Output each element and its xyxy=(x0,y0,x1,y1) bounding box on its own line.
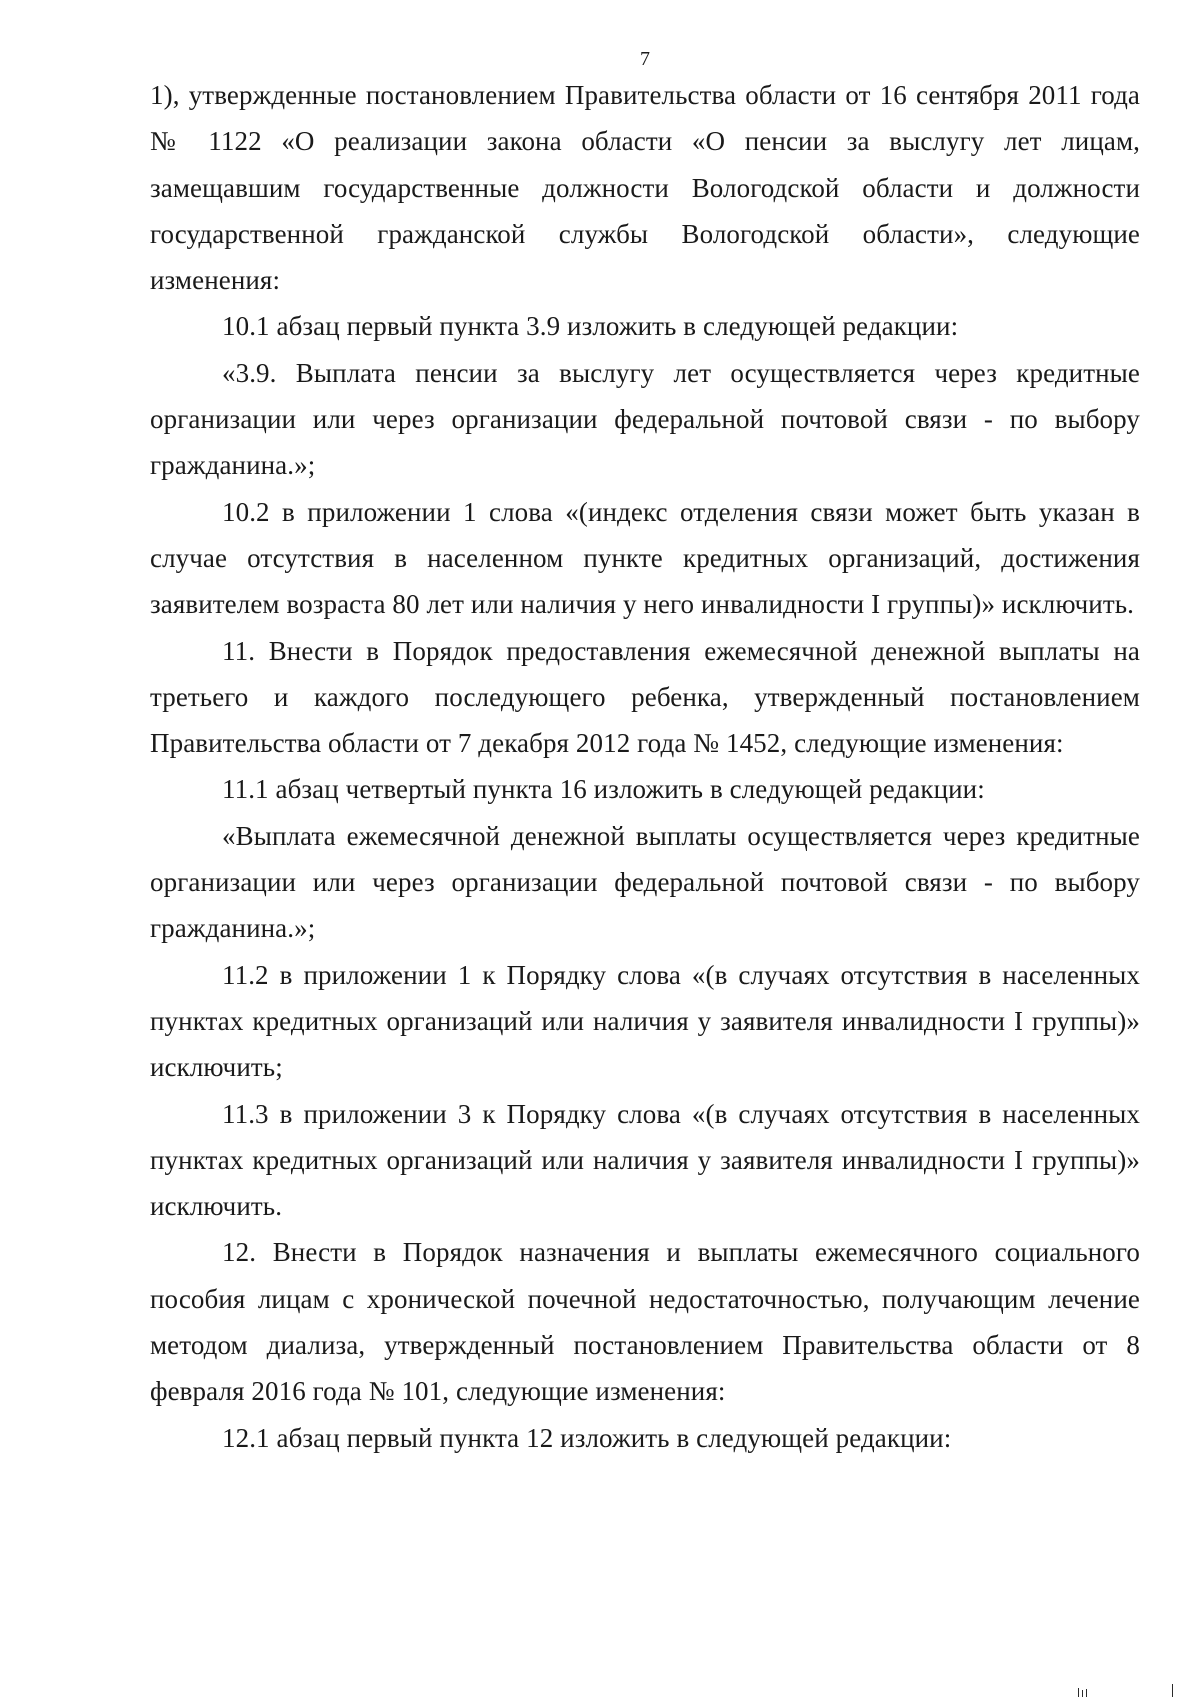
scan-artifact xyxy=(1172,1684,1173,1697)
paragraph-11-3: 11.3 в приложении 3 к Порядку слова «(в случаях отсутствия в населенных пунктах кредитных организаций или наличия у заявителя инвалидности I группы)» исключить. xyxy=(150,1098,1140,1222)
paragraph-10-2: 10.2 в приложении 1 слова «(индекс отделения связи может быть указан в случае отсутствия в населенном пункте кредитных организаций, достижения заявителем возраста 80 лет или наличия у него инвалидности I группы)» исключить. xyxy=(150,496,1140,620)
paragraph-11: 11. Внести в Порядок предоставления ежемесячной денежной выплаты на третьего и каждого последующего ребенка, утвержденный постановлением Правительства области от 7 декабря 2012 года № 1452, следующие изменения: xyxy=(150,635,1140,759)
paragraph-11-2: 11.2 в приложении 1 к Порядку слова «(в случаях отсутствия в населенных пунктах кредитных организаций или наличия у заявителя инвалидности I группы)» исключить; xyxy=(150,959,1140,1083)
paragraph-12-1: 12.1 абзац первый пункта 12 изложить в следующей редакции: xyxy=(222,1422,952,1453)
document-body xyxy=(150,72,1140,1461)
paragraph-quote-payment: «Выплата ежемесячной денежной выплаты осуществляется через кредитные организации или через организации федеральной почтовой связи - по выбору гражданина.»; xyxy=(150,820,1140,944)
paragraph-continuation: 1), утвержденные постановлением Правительства области от 16 сентября 2011 года № 1122 «О реализации закона области «О пенсии за выслугу лет лицам, замещавшим государственные должности Вологодской области и должности государственной гражданской службы Вологодской области», следующие изменения: xyxy=(150,80,1140,296)
scan-artifact xyxy=(1078,1688,1079,1697)
scan-artifact xyxy=(1086,1689,1087,1697)
paragraph-10-1: 10.1 абзац первый пункта 3.9 изложить в следующей редакции: xyxy=(222,311,959,342)
paragraph-11-1: 11.1 абзац четвертый пункта 16 изложить в следующей редакции: xyxy=(222,774,985,805)
paragraph-12: 12. Внести в Порядок назначения и выплаты ежемесячного социального пособия лицам с хронической почечной недостаточностью, получающим лечение методом диализа, утвержденный постановлением Правительства области от 8 февраля 2016 года № 101, следующие изменения: xyxy=(150,1237,1140,1407)
page-number: 7 xyxy=(640,48,650,70)
scan-artifact xyxy=(1082,1690,1083,1697)
paragraph-quote-3-9: «3.9. Выплата пенсии за выслугу лет осуществляется через кредитные организации или через организации федеральной почтовой связи - по выбору гражданина.»; xyxy=(150,357,1140,481)
